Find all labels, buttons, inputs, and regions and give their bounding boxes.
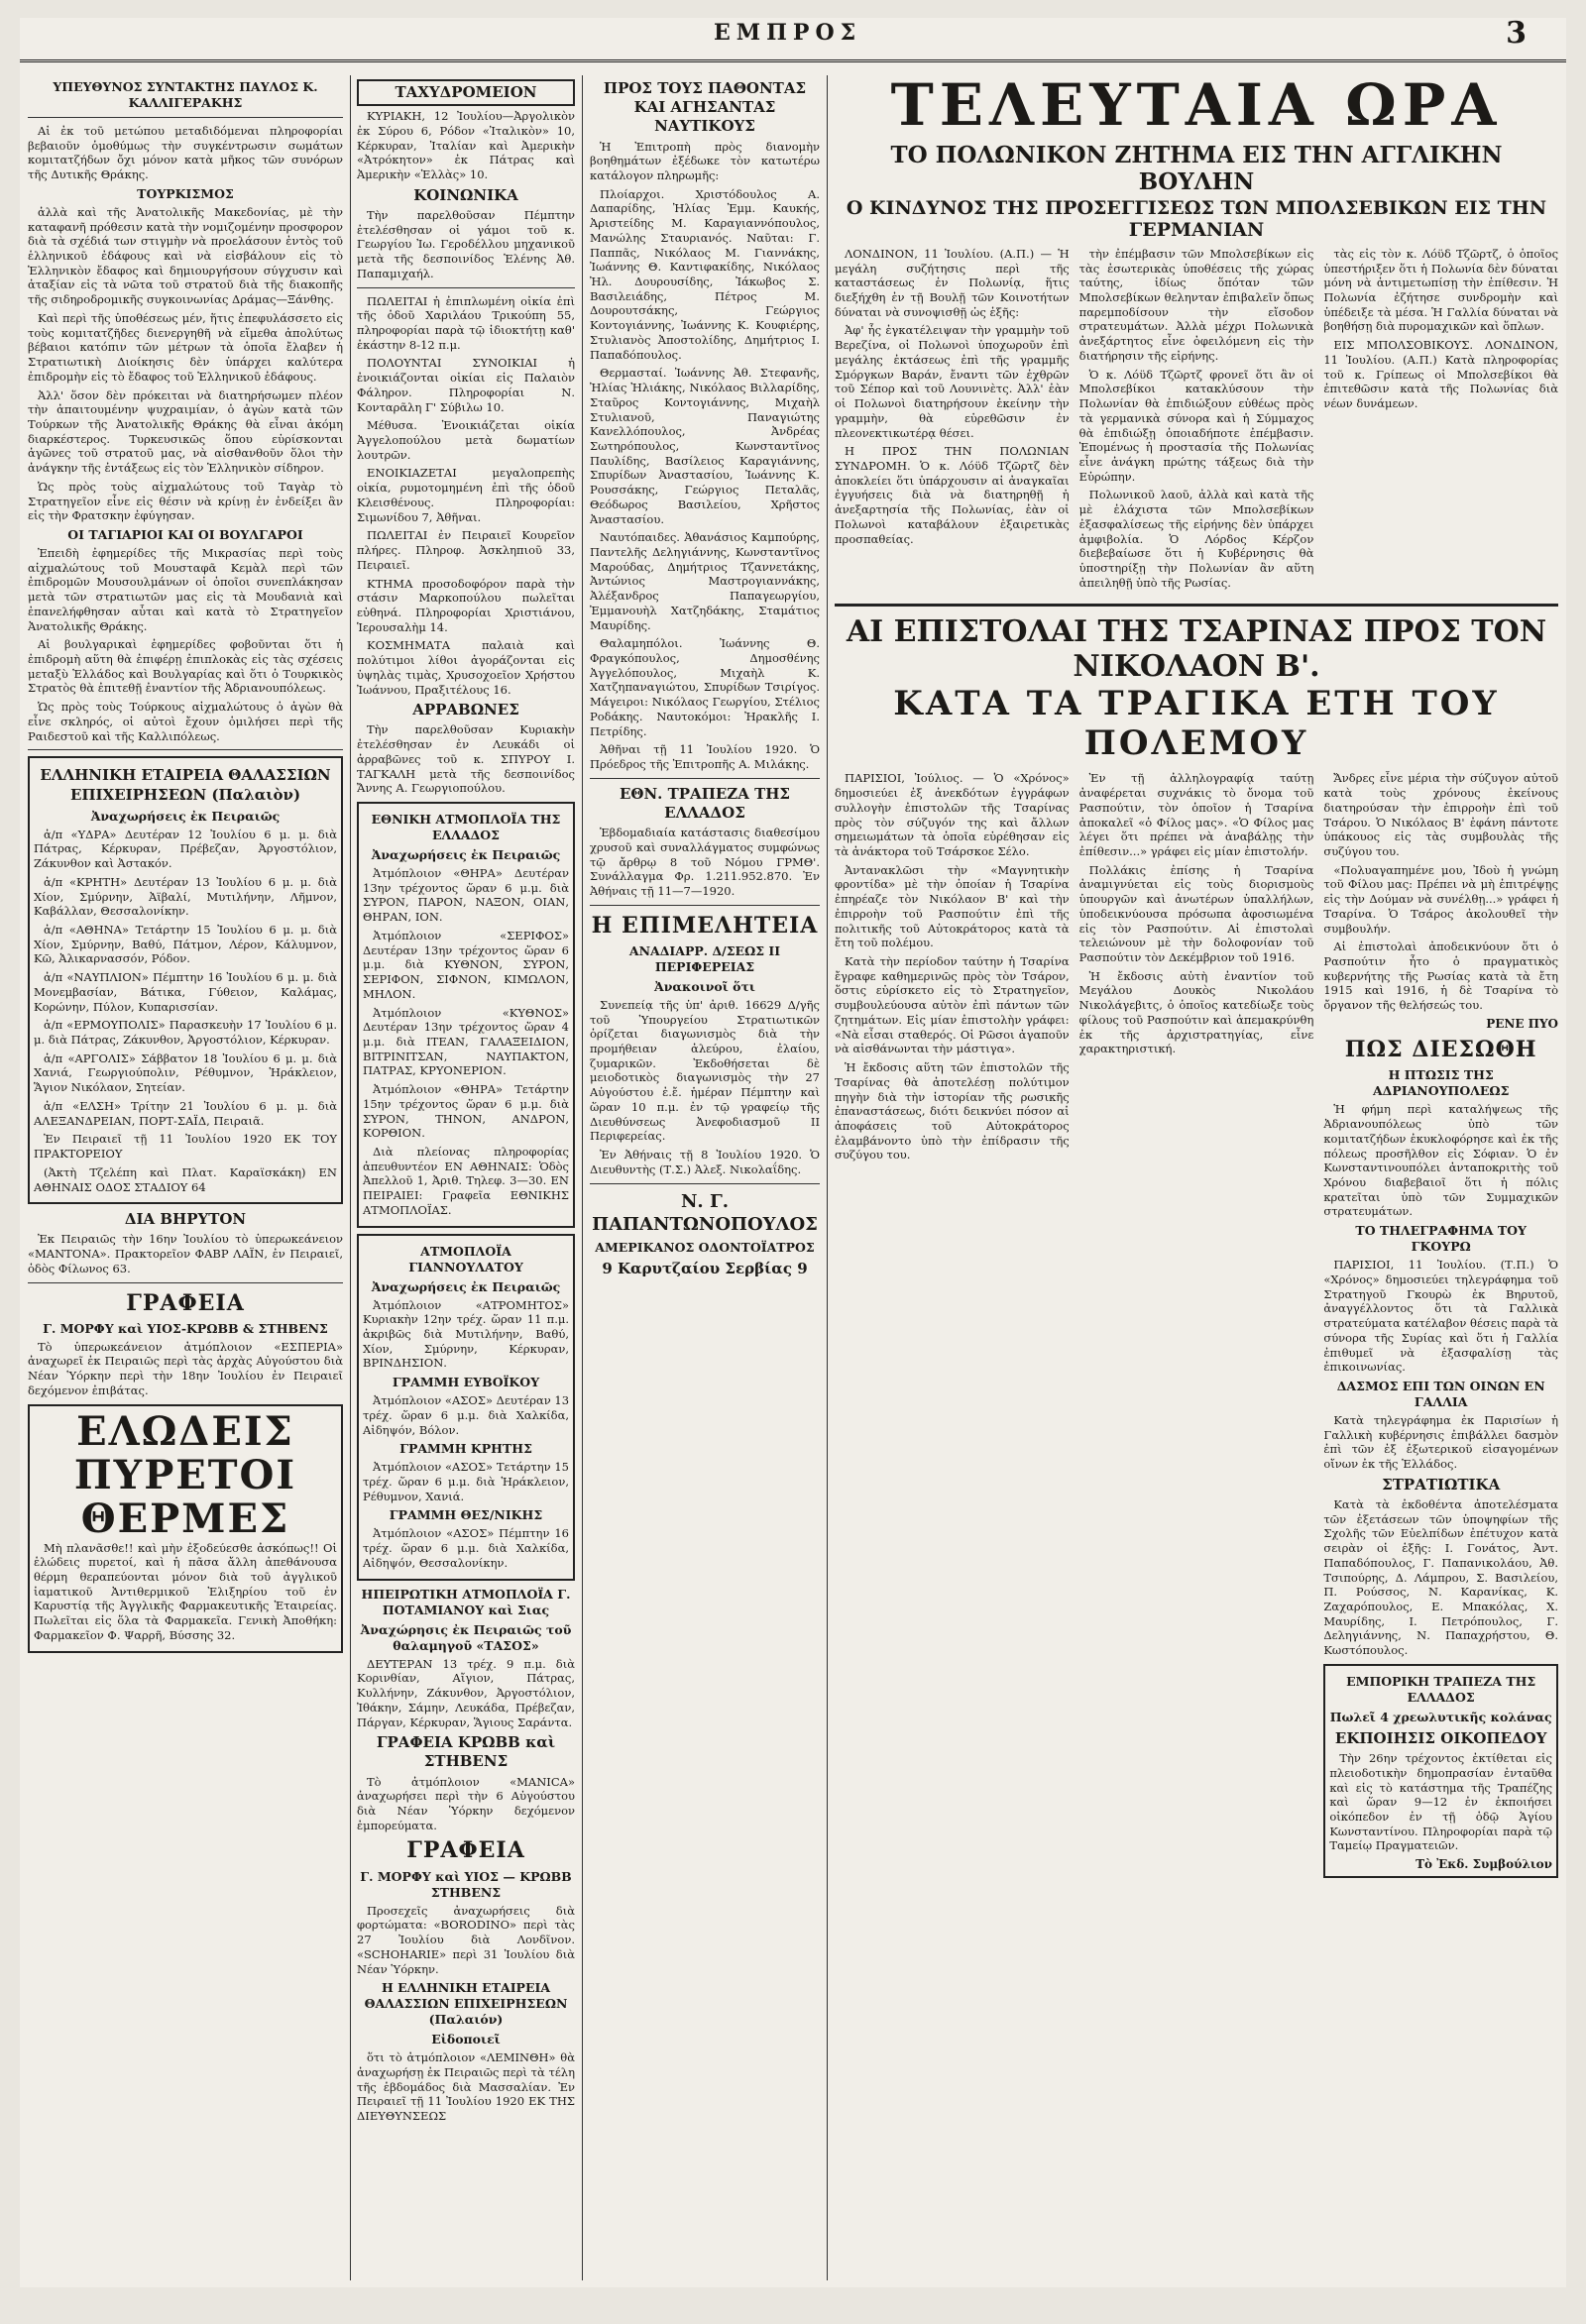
article-paragraph: Κατὰ τὴν περίοδον ταύτην ἡ Τσαρίνα ἔγραφε καθημερινῶς πρὸς τὸν Τσάρον, ὅστις εὑρίσκετο εἰς τὸ Στρατηγεῖον, συμβουλεύουσα αὐτὸν ἐπὶ πάντων τῶν ζητημάτων. Εἰς μίαν ἐπιστολὴν γράφει: «Νὰ εἶσαι σταθερός. Οἱ Ρῶσοι ἀγαποῦν νὰ αἰσθάνωνται τὴν μάστιγα».: [835, 954, 1070, 1056]
ad-line: Ἀτμόπλοιον «ΚΥΘΝΟΣ» Δευτέραν 13ην τρέχοντος ὥραν 4 μ.μ. διὰ ΙΤΕΑΝ, ΓΑΛΑΞΕΙΔΙΟΝ, ΒΙΤΡΙΝΙΤΣΑΝ, ΝΑΥΠΑΚΤΟΝ, ΠΑΤΡΑΣ, ΚΡΥΟΝΕΡΙΟΝ.: [363, 1005, 569, 1078]
notice-text: ΚΥΡΙΑΚΗ, 12 Ἰουλίου—Ἀργολικὸν ἐκ Σύρου 6, Ρόδον «Ἰταλικὸν» 10, Κέρκυραν, Ἰταλίαν καὶ Ἀμερικὴν «Ἀτρόκητον» ἐκ Πάτρας καὶ Ἀμερικὴν «Ἑλλὰς» 10.: [357, 109, 575, 182]
ad-line: ἀ/π «ΑΡΓΟΛΙΣ» Σάββατον 18 Ἰουλίου 6 μ. μ. διὰ Χανιά, Γεωργιούπολιν, Ρέθυμνον, Ἡράκλειον, Ἅγιον Νικόλαον, Σητείαν.: [34, 1051, 337, 1095]
divider: [357, 287, 575, 288]
article-subheading: Ἀνακοινοῖ ὅτι: [654, 978, 755, 994]
right-section: [835, 75, 1558, 2280]
doctor-ad-role: ΑΜΕΡΙΚΑΝΟΣ ΟΔΟΝΤΟΪΑΤΡΟΣ: [595, 1239, 815, 1255]
notice-text: Τὴν παρελθοῦσαν Κυριακὴν ἐτελέσθησαν ἐν Λευκάδι οἱ ἀρραβῶνες τοῦ κ. ΣΠΥΡΟΥ Ι. ΤΑΓΚΑΛΗ μετὰ τῆς δεσποινίδος Ἄννης Α. Γεωργιοπούλου.: [357, 722, 575, 796]
ad-line: ἀ/π «ΕΛΣΗ» Τρίτην 21 Ἰουλίου 6 μ. μ. διὰ ΑΛΕΞΑΝΔΡΕΙΑΝ, ΠΟΡΤ-ΣΑΪΔ, Πειραιᾶ.: [34, 1098, 337, 1128]
ad-text: Τὸ ὑπερωκεάνειον ἀτμόπλοιον «ΕΣΠΕΡΙΑ» ἀναχωρεῖ ἐκ Πειραιῶς περὶ τὰς ἀρχὰς Αὐγούστου διὰ Νέαν Ὑόρκην περὶ τὴν 18ην Ἰουλίου ἐν Πειραιεῖ δεχόμενον ἐπιβάτας.: [28, 1339, 343, 1397]
ad-heading: ΕΜΠΟΡΙΚΗ ΤΡΑΠΕΖΑ ΤΗΣ ΕΛΛΑΔΟΣ: [1346, 1673, 1536, 1705]
notice-text: Τὴν παρελθοῦσαν Πέμπτην ἐτελέσθησαν οἱ γάμοι τοῦ κ. Γεωργίου Ἰω. Γεροδέλλου μηχανικοῦ μετὰ τῆς δεσποινίδος Ἑλένης Ἀθ. Παπαμιχαήλ.: [357, 207, 575, 280]
article-subcolumn: [1323, 247, 1558, 595]
divider: [28, 117, 343, 118]
divider: [590, 905, 820, 906]
main-banner: ΤΕΛΕΥΤΑΙΑ ΩΡΑ: [890, 75, 1503, 139]
ad-line: Διὰ πλείονας πληροφορίας ἀπευθυντέον ΕΝ ΑΘΗΝΑΙΣ: Ὁδὸς Ἀπελλοῦ 1, Ἀριθ. Τηλεφ. 3—30. ΕΝ ΠΕΙΡΑΙΕΙ: Γραφεῖα ΕΘΝΙΚΗΣ ΑΤΜΟΠΛΟΪΑΣ.: [363, 1144, 569, 1217]
article-heading: ΕΘΝ. ΤΡΑΠΕΖΑ ΤΗΣ ΕΛΛΑΔΟΣ: [619, 784, 791, 822]
article-headline: ΑΙ ΕΠΙΣΤΟΛΑΙ ΤΗΣ ΤΣΑΡΙΝΑΣ ΠΡΟΣ ΤΟΝ ΝΙΚΟΛΑΟΝ Β'.: [835, 604, 1558, 684]
article-paragraph: Ὁ κ. Λόϋδ Τζῶρτζ φρονεῖ ὅτι ἂν οἱ Μπολσεβίκοι κατακλύσουν τὴν Πολωνίαν θὰ ἐπιδιώξουν εὐθέως πρὸς τὰ γερμανικὰ σύνορα καὶ ἡ Σύμμαχος θὰ ἐπιδιώξῃ ὁποιαδήποτε ἐπέμβασιν. Ἐπομένως ἡ προστασία τῆς Πολωνίας εἶνε ἀνάγκη πρώτης τάξεως διὰ τὴν Εὐρώπην.: [1078, 367, 1314, 484]
ad-heading: ΑΤΜΟΠΛΟΪΑ ΓΙΑΝΝΟΥΛΑΤΟΥ: [408, 1243, 523, 1274]
doctor-ad-address: 9 Καρυτζαίου Σερβίας 9: [602, 1259, 808, 1277]
ad-line: ἀ/π «ΥΔΡΑ» Δευτέραν 12 Ἰουλίου 6 μ. μ. διὰ Πάτρας, Κέρκυραν, Πρέβεζαν, Ἀργοστόλιον, Ζάκυνθον καὶ Ἀστακόν.: [34, 827, 337, 871]
classified-ad: ΕΝΟΙΚΙΑΖΕΤΑΙ μεγαλοπρεπὴς οἰκία, ρυμοτομημένη ἐπὶ τῆς ὁδοῦ Κλεισθένους. Πληροφορίαι: Σιμωνίδου 7, Ἀθῆναι.: [357, 466, 575, 524]
column-2: [357, 75, 575, 2280]
fever-ad-word: ΠΥΡΕΤΟΙ: [73, 1451, 297, 1498]
ad-line: Ἀτμόπλοιον «ΣΕΡΙΦΟΣ» Δευτέραν 13ην τρέχοντος ὥραν 6 μ.μ. διὰ ΚΥΘΝΟΝ, ΣΥΡΟΝ, ΣΕΡΙΦΟΝ, ΣΙΦΝΟΝ, ΚΙΜΩΛΟΝ, ΜΗΛΟΝ.: [363, 928, 569, 1001]
article-paragraph: Συνεπείᾳ τῆς ὑπ' ἀριθ. 16629 Δ/γῆς τοῦ Ὑπουργείου Στρατιωτικῶν ὁρίζεται διαγωνισμὸς διὰ τὴν προμήθειαν ἀλεύρου, ἐλαίου, ζυμαρικῶν. Ἐκδοθήσεται δὲ μειοδοτικὸς διαγωνισμὸς τὴν 27 Αὐγούστου ἐ.ἔ. ἡμέραν Πέμπτην καὶ ὥραν 10 π.μ. ἐν τῷ γραφείῳ τῆς Διευθύνσεως Ἀνεφοδιασμοῦ ΙΙ Περιφερείας.: [590, 997, 820, 1144]
masthead: [20, 18, 1566, 62]
article-subcolumn: [1323, 771, 1558, 1884]
column-divider: [582, 75, 583, 2280]
ad-line: Ἀτμόπλοιον «ΑΣΟΣ» Τετάρτην 15 τρέχ. ὥραν 6 μ.μ. διὰ Ἡράκλειον, Ρέθυμνον, Χανιά.: [363, 1460, 569, 1503]
ad-subheading: Εἰδοποιεῖ: [431, 2032, 501, 2047]
article-paragraph: Ἡ Ἐπιτροπὴ πρὸς διανομὴν βοηθημάτων ἐξέδωκε τὸν κατωτέρω κατάλογον πληρωμῆς:: [590, 139, 820, 182]
article-paragraph: Κατὰ τηλεγράφημα ἐκ Παρισίων ἡ Γαλλικὴ κυβέρνησις ἐπιβάλλει δασμὸν ἐπὶ τῶν ἐξ ἐξωτερικοῦ εἰσαγομένων οἴνων ἐκ τῆς Ἑλλάδος.: [1323, 1412, 1558, 1472]
ad-heading: ΗΠΕΙΡΩΤΙΚΗ ΑΤΜΟΠΛΟΪΑ Γ. ΠΟΤΑΜΙΑΝΟΥ καὶ Σιας: [361, 1586, 571, 1617]
article-paragraph: Ἐν Ἀθήναις τῇ 8 Ἰουλίου 1920. Ὁ Διευθυντὴς (Τ.Σ.) Ἀλεξ. Νικολαΐδης.: [590, 1148, 820, 1176]
article-paragraph: ΛΟΝΔΙΝΟΝ, 11 Ἰουλίου. (Α.Π.) — Ἡ μεγάλη συζήτησις περὶ τῆς καταστάσεως ἐν Πολωνίᾳ, ἥτις διεξήχθη ἐν τῇ Βουλῇ τῶν Κοινοτήτων δύναται νὰ συνοψισθῇ ὡς ἑξῆς:: [835, 246, 1070, 319]
article-paragraph: Καὶ περὶ τῆς ὑποθέσεως μέν, ἥτις ἐπεφυλάσσετο εἰς τοὺς κομιτατζῆδες διενεργηθῆ νὰ εἴμεθα ἀπολύτως βέβαιοι κατόπιν τῶν μέτρων τὰ ὁποῖα ἔλαβεν ἡ Στρατιωτικὴ Διοίκησις δὲν ὑπάρχει καλύτερα ἐπιδρομὴν εἰς τὸ ἔδαφος τοῦ Ἑλληνικοῦ ἐδάφους.: [28, 310, 343, 384]
article-paragraph: Ἡ φήμη περὶ καταλήψεως τῆς Ἀδριανουπόλεως ὑπὸ τῶν κομιτατζήδων ἐκυκλοφόρησε καὶ ἐκ τῆς πόλεως προσῆλθον εἰς Σόφιαν. Ὁ ἐν Κωνσταντινουπόλει ἀνταποκριτὴς τοῦ Χρόνου διαβεβαιοῖ ὅτι ἡ πόλις κρατεῖται ὑπὸ τῶν Συμμαχικῶν στρατευμάτων.: [1323, 1102, 1558, 1219]
article-heading: ΤΟ ΤΗΛΕΓΡΑΦΗΜΑ ΤΟΥ ΓΚΟΥΡΩ: [1355, 1223, 1527, 1255]
newspaper-page: [20, 18, 1566, 2287]
article-paragraph: Κατὰ τὰ ἐκδοθέντα ἀποτελέσματα τῶν ἐξετάσεων τῶν ὑποψηφίων τῆς Σχολῆς τῶν Εὐελπίδων ἐπέτυχον κατὰ σειρὰν οἱ ἑξῆς: Ι. Γονάτος, Ἀντ. Παπαδόπουλος, Γ. Παπανικολάου, Ἀθ. Τσιπούρης, Δ. Λάμπρου, Σ. Βασιλείου, Π. Ρούσσος, Ν. Καρανίκας, Κ. Ζαχαρόπουλος, Ε. Μπακόλας, Χ. Μαυρίδης, Ι. Πετρόπουλος, Γ. Δεληγιάννης, Ν. Παπαχρήστου, Θ. Κωστόπουλος.: [1323, 1497, 1558, 1658]
article-paragraph: Ὡς πρὸς τοὺς αἰχμαλώτους τοῦ Ταγὰρ τὸ Στρατηγεῖον εἶνε εἰς θέσιν νὰ κρίνῃ ἐν ἐνδείξει ἂν εἰς τὴν Φρατσκην ἐφύγησαν.: [28, 479, 343, 523]
article-paragraph: Ἀλλ' ὅσον δὲν πρόκειται νὰ διατηρήσωμεν πλέον τὴν ἀπαιτουμένην ψυχραιμίαν, ὁ ἀγὼν κατὰ τῶν Τούρκων τῆς Ἀνατολικῆς Θράκης θὰ εἶναι ἀκόμη διαρκέστερος. Τυρκευσικῶς ὅπου εὑρίσκονται ἀγῶνες τοῦ στρατοῦ μας, νὰ αἰσθανθοῦν ὅλοι τὴν ἀνάγκην τῆς ἐντάξεως εἰς τὸν Ἑλληνικὸν σίδηρον.: [28, 387, 343, 476]
article-paragraph: Αἱ ἐπιστολαὶ ἀποδεικνύουν ὅτι ὁ Ρασπούτιν ἦτο ὁ πραγματικὸς κυβερνήτης τῆς Ρωσίας κατὰ τὰ ἔτη 1915 καὶ 1916, ἡ δὲ Τσαρίνα τὸ ὄργανον τῆς θελήσεώς του.: [1323, 940, 1558, 1013]
divider: [28, 749, 343, 750]
article-subcolumn: [835, 771, 1070, 1884]
fever-ad: [28, 1404, 343, 1653]
article-heading: ΠΡΟΣ ΤΟΥΣ ΠΑΘΟΝΤΑΣ ΚΑΙ ΑΓΗΣΑΝΤΑΣ ΝΑΥΤΙΚΟΥΣ: [603, 79, 807, 136]
section-heading: ΤΑΧΥΔΡΟΜΕΙΟΝ: [357, 79, 575, 106]
article-subcolumn: [1079, 247, 1314, 595]
shipping-ad: [28, 756, 343, 1204]
article-paragraph: Ἄνδρες εἶνε μέρια τὴν σύζυγον αὐτοῦ κατὰ τοὺς χρόνους ἐκείνους διατηρούσαν τὴν ἐπιρροὴν ἐπὶ τοῦ Τσάρου. Ὁ Νικόλαος Β' ἐφάνη πάντοτε ὑπάκουος εἰς τὰς συμβουλὰς τῆς συζύγου του.: [1323, 771, 1558, 859]
article-paragraph: Ναυτόπαιδες. Ἀθανάσιος Καμπούρης, Παντελῆς Δεληγιάννης, Κωνσταντῖνος Μαρούδας, Δημήτριος Τζαννετάκης, Ἀντώνιος Μαστρογιαννάκης, Ἀλέξανδρος Παπαγεωργίου, Ἐμμανουὴλ Χατζηδάκης, Σταμάτιος Μαυρίδης.: [590, 530, 820, 632]
column-1: [28, 75, 343, 2280]
article-subheading: Η ΠΤΩΣΙΣ ΤΗΣ ΑΔΡΙΑΝΟΥΠΟΛΕΩΣ: [1372, 1067, 1510, 1099]
fever-ad-word: ΘΕΡΜΕΣ: [80, 1494, 290, 1542]
article-paragraph: Ἡ ἔκδοσις αὐτὴ ἐναντίον τοῦ Μεγάλου Δουκὸς Νικολάου Νικολάγεβιτς, ὁ ὁποῖος κατεδίωξε τοὺς φίλους τοῦ Ρασπούτιν καὶ ἀπεμακρύνθη ἐκ τῆς ἀρχιστρατηγίας, εἶνε χαρακτηριστική.: [1078, 968, 1314, 1056]
article-paragraph: Θαλαμηπόλοι. Ἰωάννης Θ. Φραγκόπουλος, Δημοσθένης Ἀγγελόπουλος, Μιχαὴλ Κ. Χατζηπαναγιώτου, Σπυρίδων Τσιρίγος. Μάγειροι: Νικόλαος Γεωργίου, Στέλιος Ροδάκης. Ναυτοκόμοι: Ἠρακλῆς Ι. Πετρίδης.: [590, 636, 820, 738]
ad-subheading: Πωλεῖ 4 χρεωλυτικῆς κολάνας: [1329, 1709, 1552, 1724]
article-columns: [835, 771, 1558, 1884]
article-paragraph: Ἡ ἔκδοσις αὕτη τῶν ἐπιστολῶν τῆς Τσαρίνας θὰ ἀποτελέσῃ πολύτιμον πηγὴν διὰ τὴν ἱστορίαν τῆς ρωσικῆς ἐπαναστάσεως, διότι δεικνύει πόσον αἱ ἀποφάσεις τοῦ Αὐτοκράτορος ἐλαμβάνοντο ὑπὸ τὴν ἐπίδρασιν τῆς συζύγου του.: [835, 1060, 1070, 1162]
ad-subheading: Ἀναχωρήσεις ἐκ Πειραιῶς: [90, 808, 281, 824]
doctor-ad-name: Ν. Γ. ΠΑΠΑΝΤΩΝΟΠΟΥΛΟΣ: [592, 1190, 818, 1235]
ad-line: ὅτι τὸ ἀτμόπλοιον «ΛΕΜΙΝΘΗ» θὰ ἀναχωρήσῃ ἐκ Πειραιῶς περὶ τὰ τέλη τῆς ἑβδομάδος διὰ Μασσαλίαν. Ἐν Πειραιεῖ τῇ 11 Ἰουλίου 1920 ΕΚ ΤΗΣ ΔΙΕΥΘΥΝΣΕΩΣ: [357, 2050, 575, 2124]
divider: [28, 1282, 343, 1283]
ad-line: Προσεχεῖς ἀναχωρήσεις διὰ φορτώματα: «BORODINO» περὶ τὰς 27 Ἰουλίου διὰ Λονδῖνον. «SCHOHARIE» περὶ 31 Ἰουλίου διὰ Νέαν Ὑόρκην.: [357, 1903, 575, 1976]
column-3: [590, 75, 820, 2280]
article-heading: Η ΕΠΙΜΕΛΗΤΕΙΑ: [591, 912, 819, 939]
article-paragraph: ΠΑΡΙΣΙΟΙ, Ἰούλιος. — Ὁ «Χρόνος» δημοσιεύει ἐξ ἀνεκδότων ἐγγράφων συλλογὴν ἐπιστολῶν τῆς Τσαρίνας πρὸς τὸν σύζυγόν της καὶ ἄλλων σημειωμάτων τὰ ὁποῖα εὑρέθησαν εἰς τὰ ἀνάκτορα τοῦ Τσάρσκοε Σέλο.: [835, 771, 1070, 859]
article-paragraph: Θερμασταί. Ἰωάννης Ἀθ. Στεφανῆς, Ἠλίας Ἠλιάκης, Νικόλαος Βιλλαρίδης, Σταῦρος Κοντογιάννης, Μιχαὴλ Στυλιανοῦ, Παναγιώτης Κανελλόπουλος, Ἀνδρέας Σωτηρόπουλος, Κωνσταντῖνος Παυλίδης, Βασίλειος Καραγιάννης, Σπυρίδων Ἀναστασίου, Ἰωάννης Κ. Ρουσσάκης, Γεώργιος Πεταλᾶς, Θεόδωρος Βασιλείου, Χρῆστος Ἀναστασίου.: [590, 366, 820, 526]
article-intro: Αἱ ἐκ τοῦ μετώπου μεταδιδόμεναι πληροφορίαι βεβαιοῦν ὁμοθύμως τὴν συγκέντρωσιν σωμάτων κομιτατζήδων ὄχι μόνον κατὰ μῆκος τῶν συνόρων τῆς Δυτικῆς Θράκης.: [28, 124, 343, 182]
article-headline: ΤΟ ΠΟΛΩΝΙΚΟΝ ΖΗΤΗΜΑ ΕΙΣ ΤΗΝ ΑΓΓΛΙΚΗΝ ΒΟΥΛΗΝ: [890, 141, 1503, 195]
ad-heading: Η ΕΛΛΗΝΙΚΗ ΕΤΑΙΡΕΙΑ ΘΑΛΑΣΣΙΩΝ ΕΠΙΧΕΙΡΗΣΕΩΝ (Παλαιόν): [364, 1980, 568, 2028]
ad-line: Ἐν Πειραιεῖ τῇ 11 Ἰουλίου 1920 ΕΚ ΤΟΥ ΠΡΑΚΤΟΡΕΙΟΥ: [34, 1132, 337, 1162]
article-heading: ΔΑΣΜΟΣ ΕΠΙ ΤΩΝ ΟΙΝΩΝ ΕΝ ΓΑΛΛΙΑ: [1336, 1378, 1545, 1409]
article-subcolumn: [1079, 771, 1314, 1884]
ad-subheading: Γ. ΜΟΡΦΥ καὶ ΥΙΟΣ-ΚΡΩΒΒ & ΣΤΗΒΕΝΣ: [43, 1320, 328, 1336]
article-signature: ΡΕΝΕ ΠΥΟ: [1486, 1016, 1558, 1031]
divider: [590, 778, 820, 779]
bank-ad: [1323, 1664, 1558, 1879]
ad-line: ἀ/π «ΚΡΗΤΗ» Δευτέραν 13 Ἰουλίου 6 μ. μ. διὰ Χίον, Σμύρνην, Ἀϊβαλί, Μυτιλήνην, Λῆμνον, Καβάλλαν, Θεσσαλονίκην.: [34, 874, 337, 919]
shipping-ad: [357, 802, 575, 1228]
article-subcolumn: [835, 247, 1070, 595]
ad-line: Τὸ ἀτμόπλοιον «MANICA» ἀναχωρήσει περὶ τὴν 6 Αὐγούστου διὰ Νέαν Ὑόρκην δεχόμενον ἐμπορεύματα.: [357, 1774, 575, 1832]
ad-subheading: ΓΡΑΜΜΗ ΕΥΒΟΪΚΟΥ: [392, 1375, 540, 1390]
classified-ad: Μέθυσα. Ἐνοικιάζεται οἰκία Ἀγγελοπούλου μετὰ δωματίων λουτρῶν.: [357, 418, 575, 462]
ad-text: Τὴν 26ην τρέχοντος ἐκτίθεται εἰς πλειοδοτικὴν δημοπρασίαν ἐνταῦθα καὶ εἰς τὸ κατάστημα τῆς Τραπέζης καὶ ὥραν 9—12 ἐν ἐκποιήσει οἰκόπεδον ἐν τῇ ὁδῷ Ἁγίου Κωνσταντίνου. Πληροφορίαι παρὰ τῷ Ταμείῳ Πραγματειῶν.: [1329, 1751, 1553, 1853]
fever-ad-text: Μὴ πλανᾶσθε!! καὶ μὴν ἐξοδεύεσθε ἀσκόπως!! Οἱ ἑλώδεις πυρετοί, καὶ ἡ πᾶσα ἄλλη ἀπεθάνουσα θέρμη θεραπεύονται μόνον διὰ τοῦ ἀγγλικοῦ ἰαματικοῦ Ἀντιθερμικοῦ Ἐλιξηρίου τοῦ ἐν Καρυστίᾳ τῆς Ἀγγλικῆς Φαρμακευτικῆς Ἑταιρείας. Πωλεῖται εἰς ὅλα τὰ Φαρμακεῖα. Γενικὴ Ἀποθήκη: Φαρμακεῖον Φ. Ψαρρῆ, Βύσσης 32.: [34, 1540, 337, 1642]
article-paragraph: Ἀντανακλῶσι τὴν «Μαγνητικὴν φροντίδα» μὲ τὴν ὁποίαν ἡ Τσαρίνα ἐπηρέαζε τὸν Νικόλαον Β' καὶ τὴν ἐπιρροὴν τοῦ Ρασπούτιν ἐπὶ τῆς πολιτικῆς τοῦ Αὐτοκράτορος κατὰ τὰ ἔτη τοῦ πολέμου.: [835, 862, 1070, 950]
article-subheadline: ΚΑΤΑ ΤΑ ΤΡΑΓΙΚΑ ΕΤΗ ΤΟΥ ΠΟΛΕΜΟΥ: [893, 684, 1500, 764]
ad-heading: ΓΡΑΦΕΙΑ: [126, 1289, 245, 1316]
ad-subheading: ΓΡΑΜΜΗ ΘΕΣ/ΝΙΚΗΣ: [389, 1507, 543, 1523]
article-paragraph: τὰς εἰς τὸν κ. Λόϋδ Τζῶρτζ, ὁ ὁποῖος ὑπεστήριξεν ὅτι ἡ Πολωνία δὲν δύναται μόνη νὰ ἀντιμετωπίσῃ τὴν ἐπίθεσιν. Ἡ Πολωνία ἐζήτησε συνδρομὴν καὶ ὑπέδειξε τὰ μέσα. Ἡ Γαλλία δύναται νὰ βοηθήσῃ διὰ πυρομαχικῶν καὶ ὅπλων.: [1323, 246, 1558, 334]
ad-subheading: Γ. ΜΟΡΦΥ καὶ ΥΙΟΣ — ΚΡΩΒΒ ΣΤΗΒΕΝΣ: [360, 1868, 572, 1900]
ad-line: ἀ/π «ΝΑΥΠΛΙΟΝ» Πέμπτην 16 Ἰουλίου 6 μ. μ. διὰ Μονεμβασίαν, Βάτικα, Γύθειον, Καλάμας, Κορώνην, Πύλον, Κυπαρισσίαν.: [34, 970, 337, 1014]
article-paragraph: ΕΙΣ ΜΠΟΛΣΟΒΙΚΟΥΣ. ΛΟΝΔΙΝΟΝ, 11 Ἰουλίου. (Α.Π.) Κατὰ πληροφορίας τοῦ κ. Γρίπεως οἱ Μπολσεβίκοι θὰ ἐπιτεθῶσιν κατὰ τῆς Πολωνίας διὰ νέων δυνάμεων.: [1323, 338, 1558, 411]
article-subheadline: Ο ΚΙΝΔΥΝΟΣ ΤΗΣ ΠΡΟΣΕΓΓΙΣΕΩΣ ΤΩΝ ΜΠΟΛΣΕΒΙΚΩΝ ΕΙΣ ΤΗΝ ΓΕΡΜΑΝΙΑΝ: [846, 196, 1547, 241]
article-heading: ΠΩΣ ΔΙΕΣΩΘΗ: [1344, 1037, 1537, 1063]
article-paragraph: Η ΠΡΟΣ ΤΗΝ ΠΟΛΩΝΙΑΝ ΣΥΝΔΡΟΜΗ. Ὁ κ. Λόϋδ Τζῶρτζ δὲν ἀποκλείει ὅτι ὑπάρχουσιν αἱ ἀναγκαῖαι ἐγγυήσεις διὰ νὰ διατηρηθῇ ἡ ἀνεξαρτησία τῆς Πολωνίας, ἐὰν οἱ Πολωνοὶ καταβάλουν ἐξαιρετικὰς προσπαθείας.: [835, 444, 1070, 546]
ad-heading: ΕΛΛΗΝΙΚΗ ΕΤΑΙΡΕΙΑ ΘΑΛΑΣΣΙΩΝ ΕΠΙΧΕΙΡΗΣΕΩΝ (Παλαιὸν): [40, 766, 331, 804]
article-subheading: ΑΝΑΔΙΑΡΡ. Δ/ΣΕΩΣ ΙΙ ΠΕΡΙΦΕΡΕΙΑΣ: [628, 942, 781, 974]
page-number: 3: [1506, 18, 1527, 51]
ad-text: Ἐκ Πειραιῶς τὴν 16ην Ἰουλίου τὸ ὑπερωκεάνειον «ΜΑΝΤΟΝΑ». Πρακτορεῖον ΦΑΒΡ ΛΑΪΝ, ἐν Πειραιεῖ, ὁδὸς Φίλωνος 63.: [28, 1232, 343, 1275]
ad-line: Ἀτμόπλοιον «ΑΤΡΟΜΗΤΟΣ» Κυριακὴν 12ην τρέχ. ὥραν 11 π.μ. ἀκριβῶς διὰ Μυτιλήνην, Βαθύ, Χίον, Σμύρνην, Κέρκυραν, ΒΡΙΝΔΗΣΙΟΝ.: [363, 1297, 569, 1371]
article-paragraph: ΠΑΡΙΣΙΟΙ, 11 Ἰουλίου. (Τ.Π.) Ὁ «Χρόνος» δημοσιεύει τηλεγράφημα τοῦ Στρατηγοῦ Γκουρὼ ἐκ Βηρυτοῦ, ἀναγγέλλοντος ὅτι τὰ Γαλλικὰ στρατεύματα κατέλαβον θέσεις παρὰ τὰ σύνορα τῆς Συρίας καὶ ὅτι ἡ Γαλλία ἐπιθυμεῖ νὰ ἐξασφαλίσῃ τὰς ἐπικοινωνίας.: [1323, 1258, 1558, 1375]
article-paragraph: Ἐπειδὴ ἐφημερίδες τῆς Μικρασίας περὶ τοὺς αἰχμαλώτους τοῦ Μουσταφᾶ Κεμὰλ περὶ τῶν ἐπιδρομῶν Μουσουλμάνων οἱ ὁποῖοι συνεπλάκησαν μετὰ τῶν στρατιωτῶν μας εἰς τὰ Μουδανιὰ καὶ ἐπανελήφθησαν αὗται καὶ κατὰ τὸ Στρατηγεῖον Ἀνατολικῆς Θράκης.: [28, 545, 343, 633]
ad-subheading: ΕΚΠΟΙΗΣΙΣ ΟΙΚΟΠΕΔΟΥ: [1334, 1728, 1547, 1747]
ad-line: ΔΕΥΤΕΡΑΝ 13 τρέχ. 9 π.μ. διὰ Κορινθίαν, Αἴγιον, Πάτρας, Κυλλήνην, Ζάκυνθον, Ἀργοστόλιον, Ἰθάκην, Σάμην, Λευκάδα, Πρέβεζαν, Πάργαν, Κέρκυραν, Ἅγιους Σαράντα.: [357, 1656, 575, 1729]
article-columns: [835, 247, 1558, 595]
article-paragraph: ἀλλὰ καὶ τῆς Ἀνατολικῆς Μακεδονίας, μὲ τὴν καταφανῆ πρόθεσιν κατὰ τὴν νομιζομένην προσφορον διὰ τὰ σχέδιά των στιγμὴν νὰ προελάσουν ἐντὸς τοῦ ἑλληνικοῦ ἐδάφους καὶ νὰ εἰσβάλουν εἰς τὸ Ἑλληνικὸν ἔδαφος καὶ δημιουργήσουν σύγχυσιν καὶ ἀταξίαν εἰς τὰ νῶτα τοῦ στρατοῦ διὰ τῆς διακοπῆς τῆς σιδηροδρομικῆς συγκοινωνίας Δράμας—Ξάνθης.: [28, 204, 343, 307]
article-paragraph: Πλοίαρχοι. Χριστόδουλος Α. Δαπαρίδης, Ἠλίας Ἐμμ. Καυκής, Ἀριστείδης Μ. Καραγιαννόπουλος, Μανώλης Σταυριανός. Ναῦται: Γ. Παππᾶς, Νικόλαος Μ. Γιαννάκης, Ἰωάννης Θ. Καντιφακίδης, Νικόλαος Ἠλ. Δουρουσίδης, Ἰάκωβος Σ. Βασιλειάδης, Πέτρος Μ. Δουρουτσάκης, Γεώργιος Κοντογιάννης, Ἰωάννης Κ. Κουφιέρης, Στυλιανὸς Ἀποστολίδης, Δημήτριος Ι. Παπαδόπουλος.: [590, 186, 820, 362]
article-paragraph: Πολωνικοῦ λαοῦ, ἀλλὰ καὶ κατὰ τῆς μὲ ἐλάχιστα τῶν Μπολσεβίκων ἐξασφαλίσεως τῆς εἰρήνης δὲν ὑπάρχει ἀμφιβολία. Ὁ Λόρδος Κέρζον διεβεβαίωσε ὅτι ἡ Κυβέρνησις θὰ ὑποστηρίξῃ τὴν Πολωνίαν ἂν αὕτη ἀπειληθῇ ὑπὸ τῆς Ρωσίας.: [1078, 488, 1314, 590]
article-heading: ΟΙ ΤΑΓΙΑΡΙΟΙ ΚΑΙ ΟΙ ΒΟΥΛΓΑΡΟΙ: [67, 526, 303, 542]
classified-ad: ΠΟΛΟΥΝΤΑΙ ΣΥΝΟΙΚΙΑΙ ἡ ἐνοικιάζονται οἰκίαι εἰς Παλαιὸν Φάληρον. Πληροφορίαι Ν. Κονταρᾶλη Γ' Σύβιλω 10.: [357, 356, 575, 414]
article-heading: ΤΟΥΡΚΙΣΜΟΣ: [137, 185, 234, 201]
ad-line: ἀ/π «ΑΘΗΝΑ» Τετάρτην 15 Ἰουλίου 6 μ. μ. διὰ Χίον, Σμύρνην, Βαθύ, Πάτμον, Λέρον, Κάλυμνον, Κῶ, Ἀλικαρνασσόν, Ρόδον.: [34, 923, 337, 966]
ad-subheading: Ἀναχωρήσεις ἐκ Πειραιῶς: [371, 847, 561, 863]
newspaper-name: ΕΜΠΡΟΣ: [714, 20, 862, 46]
divider: [590, 1183, 820, 1184]
article-paragraph: Ὡς πρὸς τοὺς Τούρκους αἰχμαλώτους ὁ ἀγὼν θὰ εἶνε σκληρός, οἱ αὐτοὶ ἔχουν ὁμιλήσει περὶ τῆς Ραιδεστοῦ καὶ τῆς Καλλιπόλεως.: [28, 700, 343, 743]
ad-signature: Τὸ Ἐκδ. Συμβούλιον: [1416, 1857, 1553, 1872]
column-divider: [827, 75, 828, 2280]
article-paragraph: Αἱ βουλγαρικαὶ ἐφημερίδες φοβοῦνται ὅτι ἡ ἐπιδρομὴ αὕτη θὰ ἐπιφέρῃ ἐπιπλοκὰς εἰς τὰς σχέσεις μεταξὺ Ἑλλάδος καὶ Βουλγαρίας καὶ ὅτι ὁ Τουρκικὸς Στρατὸς θὰ ἐπιτεθῇ ἐναντίον τῆς Ἀδριανουπόλεως.: [28, 637, 343, 696]
ad-subheading: ΓΡΑΜΜΗ ΚΡΗΤΗΣ: [399, 1441, 532, 1457]
ad-line: ἀ/π «ΕΡΜΟΥΠΟΛΙΣ» Παρασκευὴν 17 Ἰουλίου 6 μ. μ. διὰ Πάτρας, Ζάκυνθον, Ἀργοστόλιον, Κέρκυραν.: [34, 1018, 337, 1048]
shipping-ad: [357, 1234, 575, 1581]
classified-ad: ΚΟΣΜΗΜΑΤΑ παλαιὰ καὶ πολύτιμοι λίθοι ἀγοράζονται εἰς ὑψηλὰς τιμὰς, Χρυσοχοεῖον Χρήστου Ἰωάννου, Πραξιτέλους 16.: [357, 638, 575, 697]
article-paragraph: τὴν ἐπέμβασιν τῶν Μπολσεβίκων εἰς τὰς ἐσωτερικὰς ὑποθέσεις τῆς χώρας ταύτης, ἰδίως ὅπόταν τῶν Μπολσεβίκων θεληνταν ἐπιβαλεῖν ὅπως παρεμποδίσουν τὴν εἴσοδον στρατευμάτων. Ἀλλὰ μέχρι Πολωνικὰ ἀνεξάρτητος εἶνε ὀφειλόμενη εἰς τὴν διατήρησιν τῆς εἰρήνης.: [1078, 246, 1314, 363]
classified-ad: ΚΤΗΜΑ προσοδοφόρον παρὰ τὴν στάσιν Μαρκοπούλου πωλεῖται εὐθηνά. Πληροφορίαι Χριστιάνου, Ἱερουσαλὴμ 14.: [357, 576, 575, 634]
ad-line: Ἀτμόπλοιον «ΘΗΡΑ» Δευτέραν 13ην τρέχοντος ὥραν 6 μ.μ. διὰ ΣΥΡΟΝ, ΠΑΡΟΝ, ΝΑΞΟΝ, ΟΙΑΝ, ΘΗΡΑΝ, ΙΟΝ.: [363, 866, 569, 925]
article-paragraph: Ἐν τῇ ἀλληλογραφίᾳ ταύτῃ ἀναφέρεται συχνάκις τὸ ὄνομα τοῦ Ρασπούτιν, τὸν ὁποῖον ἡ Τσαρίνα ἀποκαλεῖ «ὁ Φίλος μας». «Ὁ Φίλος μας λέγει ὅτι πρέπει νὰ ἀναβάλῃς τὴν ἐπίθεσιν...» γράφει εἰς μίαν ἐπιστολήν.: [1078, 771, 1314, 859]
ad-line: Ἀτμόπλοιον «ΑΣΟΣ» Δευτέραν 13 τρέχ. ὥραν 6 μ.μ. διὰ Χαλκίδα, Αἰδηψόν, Βόλον.: [363, 1393, 570, 1437]
ad-line: Ἀτμόπλοιον «ΘΗΡΑ» Τετάρτην 15ην τρέχοντος ὥραν 6 μ.μ. διὰ ΣΥΡΟΝ, ΤΗΝΟΝ, ΑΝΔΡΟΝ, ΚΟΡΘΙΟΝ.: [363, 1082, 569, 1141]
ad-heading: ΕΘΝΙΚΗ ΑΤΜΟΠΛΟΪΑ ΤΗΣ ΕΛΛΑΔΟΣ: [371, 812, 561, 843]
fever-ad-word: ΕΛΩΔΕΙΣ: [76, 1407, 294, 1455]
article-paragraph: Ἑβδομαδιαία κατάστασις διαθεσίμου χρυσοῦ καὶ συναλλάγματος συμφώνως τῷ ἄρθρῳ 8 τοῦ Νόμου ΓΡΜΘ'. Συνάλλαγμα Φρ. 1.211.952.870. Ἐν Ἀθήναις τῇ 11—7—1920.: [590, 826, 820, 898]
article-paragraph: Πολλάκις ἐπίσης ἡ Τσαρίνα ἀναμιγνύεται εἰς τοὺς διορισμοὺς ὑπουργῶν καὶ ἀνωτέρων ὑπαλλήλων, ὑποδεικνύουσα πρόσωπα ἀφοσιωμένα εἰς τὸν Ρασπούτιν. Αἱ ἐπιστολαὶ τελειώνουν μὲ τὴν δολοφονίαν τοῦ Ρασπούτιν τὸν Δεκέμβριον τοῦ 1916.: [1078, 862, 1314, 965]
ad-heading: ΓΡΑΦΕΙΑ: [406, 1837, 525, 1864]
classified-ad: ΠΩΛΕΙΤΑΙ ἡ ἐπιπλωμένη οἰκία ἐπὶ τῆς ὁδοῦ Χαριλάου Τρικούπη 55, πληροφορίαι παρὰ τῷ ἰδιοκτήτῃ καθ' ἑκάστην 8-12 π.μ.: [357, 293, 575, 352]
article-paragraph: Ἀθῆναι τῇ 11 Ἰουλίου 1920. Ὁ Πρόεδρος τῆς Ἐπιτροπῆς Α. Μιλάκης.: [590, 742, 820, 772]
article-paragraph: «Πολυαγαπημένε μου, Ἰδοὺ ἡ γνώμη τοῦ Φίλου μας: Πρέπει νὰ μὴ ἐπιτρέψῃς εἰς τὴν Δούμαν νὰ συνέλθῃ...» γράφει ἡ Τσαρίνα. Ὁ Τσάρος ἀκολουθεῖ τὴν συμβουλήν.: [1323, 862, 1558, 936]
ad-subheading: Ἀναχώρησις ἐκ Πειραιῶς τοῦ θαλαμηγοῦ «ΤΑΣΟΣ»: [360, 1621, 572, 1653]
section-heading: ΚΟΙΝΩΝΙΚΑ: [413, 185, 518, 204]
ad-heading: ΓΡΑΦΕΙΑ ΚΡΩΒΒ καὶ ΣΤΗΒΕΝΣ: [376, 1733, 556, 1771]
ad-subheading: Ἀναχωρήσεις ἐκ Πειραιῶς: [371, 1278, 561, 1294]
ad-line: Ἀτμόπλοιον «ΑΣΟΣ» Πέμπτην 16 τρέχ. ὥραν 6 μ.μ. διὰ Χαλκίδα, Αἰδηψόν, Θεσσαλονίκην.: [363, 1526, 569, 1570]
column-divider: [350, 75, 351, 2280]
classified-ad: ΠΩΛΕΙΤΑΙ ἐν Πειραιεῖ Κουρεῖον πλήρες. Πληροφ. Ἀσκληπιοῦ 33, Πειραιεῖ.: [357, 528, 575, 572]
ad-heading: ΔΙΑ ΒΗΡΥΤΟΝ: [124, 1210, 247, 1229]
section-heading: ΑΡΡΑΒΩΝΕΣ: [412, 701, 519, 719]
ad-line: (Ἀκτὴ Τζελέπη καὶ Πλατ. Καραϊσκάκη) ΕΝ ΑΘΗΝΑΙΣ ΟΔΟΣ ΣΤΑΔΙΟΥ 64: [34, 1164, 337, 1194]
article-heading: ΣΤΡΑΤΙΩΤΙΚΑ: [1382, 1475, 1501, 1494]
article-paragraph: Ἀφ' ἧς ἐγκατέλειψαν τὴν γραμμὴν τοῦ Βερεζίνα, οἱ Πολωνοὶ ὑποχωροῦν ἐπὶ μεγάλης ἐκτάσεως ἐπὶ τῆς γραμμῆς Σμόργκων Βαράν, ἔναντι τῶν ἐχθρῶν τοῦ Σέπορ καὶ τοῦ Λουνινὲτς. Ἀλλ' ἐὰν οἱ Πολωνοὶ διατηρήσουν ἐκείνην τὴν γραμμὴν, θὰ εὑρεθῶσιν ἐν πλεονεκτικωτέρᾳ θέσει.: [835, 323, 1070, 440]
responsible-editor: ΥΠΕΥΘΥΝΟΣ ΣΥΝΤΑΚΤΗΣ ΠΑΥΛΟΣ Κ. ΚΑΛΛΙΓΕΡΑΚΗΣ: [53, 79, 318, 110]
